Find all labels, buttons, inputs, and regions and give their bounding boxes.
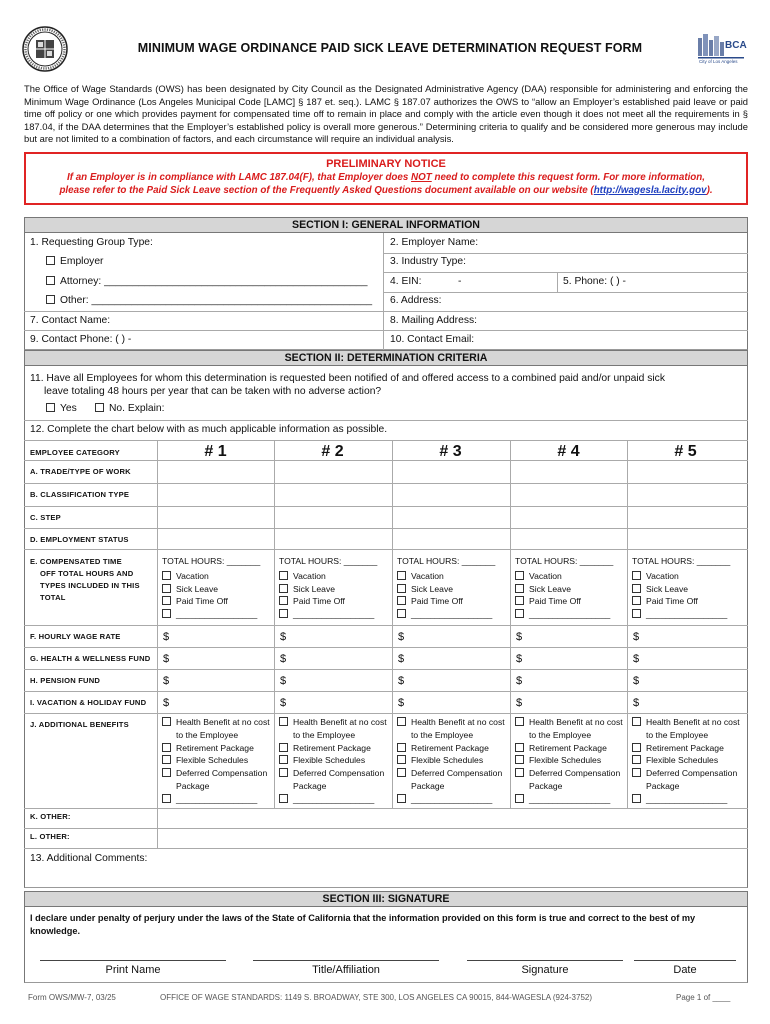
bca-logo-text: BCA xyxy=(725,40,747,51)
q11-text-1: 11. Have all Employees for whom this determination is requested been notified of and offered access to a combined paid and/or unpaid sick xyxy=(30,373,665,384)
q11-no[interactable] xyxy=(95,403,165,414)
pto-option[interactable] xyxy=(515,595,627,608)
total-hours-field[interactable]: TOTAL HOURS: _______ xyxy=(515,556,614,566)
employer-checkbox[interactable] xyxy=(46,256,55,265)
health-benefit-label-2: to the Employee xyxy=(293,729,356,740)
benefits-cell-5 xyxy=(632,716,746,806)
dollar-field-g-5[interactable]: $ xyxy=(633,653,640,665)
perjury-declaration: I declare under penalty of perjury under the laws of the State of California that the information provided on this form is true and correct to the best of my knowledge. xyxy=(30,913,696,936)
health-benefit-checkbox[interactable] xyxy=(632,717,641,726)
flexible-option[interactable] xyxy=(162,754,276,767)
row-label-e-line-3: TYPES INCLUDED IN THIS xyxy=(40,581,140,590)
ein-field[interactable]: 4. EIN: xyxy=(390,276,422,287)
deferred-checkbox[interactable] xyxy=(279,768,288,777)
sick-leave-checkbox[interactable] xyxy=(632,584,641,593)
dollar-field-g-2[interactable]: $ xyxy=(280,653,287,665)
notice-text-3: please refer to the Paid Sick Leave section of the Frequently Asked Questions document available on our website ( xyxy=(59,184,594,196)
benefits-cell-3 xyxy=(397,716,511,806)
deferred-option[interactable] xyxy=(515,767,629,780)
dollar-field-i-1[interactable]: $ xyxy=(163,697,170,709)
deferred-label: Deferred Compensation xyxy=(411,768,503,779)
health-benefit-label: Health Benefit at no cost xyxy=(646,717,740,727)
pto-label: Paid Time Off xyxy=(176,596,228,607)
retirement-checkbox[interactable] xyxy=(632,743,641,752)
pto-checkbox[interactable] xyxy=(632,596,641,605)
vacation-option[interactable] xyxy=(515,570,627,583)
intro-paragraph: The Office of Wage Standards (OWS) has been designated by City Council as the Designated Administrative Agency (DAA) responsible for administering and enforcing the Minimum Wage Ordinance (Los Angeles Municipal Code [LAMC] § 187 et. seq.). LAMC § 187.07 authorizes the OWS to “allow an Employer’s established paid leave or paid time off policy or one which provides payment for compensated time off to remain in place and comply with the article even though it does not meet all the requirements in § 187.04, if the DAA determines that the Employer’s established policy is overall more generous.” Determining criteria to qualify and be considered more generous may include but are not limited to a combination of factors, and each circumstance will require an individual analysis. xyxy=(24,83,748,144)
pto-label: Paid Time Off xyxy=(529,596,581,607)
other-benefit-checkbox[interactable] xyxy=(397,794,406,803)
pto-checkbox[interactable] xyxy=(279,596,288,605)
health-benefit-checkbox[interactable] xyxy=(397,717,406,726)
bca-logo-subtext: City of Los Angeles xyxy=(699,59,738,64)
deferred-checkbox[interactable] xyxy=(632,768,641,777)
comp-time-cell-1 xyxy=(162,555,274,621)
title-affiliation-label: Title/Affiliation xyxy=(312,964,380,976)
deferred-label: Deferred Compensation xyxy=(646,768,738,779)
health-benefit-label: Health Benefit at no cost xyxy=(411,717,505,727)
health-benefit-option[interactable] xyxy=(397,716,511,729)
dollar-field-f-5[interactable]: $ xyxy=(633,631,640,643)
other-type-checkbox[interactable] xyxy=(515,609,524,618)
deferred-label-2: Package xyxy=(293,780,327,791)
print-name-line[interactable] xyxy=(40,960,226,961)
sick-leave-checkbox[interactable] xyxy=(279,584,288,593)
pto-option[interactable] xyxy=(162,595,274,608)
pto-option[interactable] xyxy=(397,595,509,608)
section-1-heading: SECTION I: GENERAL INFORMATION xyxy=(24,217,748,233)
other-type-blank: _________________ xyxy=(176,609,258,620)
dollar-field-i-3[interactable]: $ xyxy=(398,697,405,709)
sick-leave-label: Sick Leave xyxy=(176,583,219,594)
bca-logo xyxy=(696,30,746,68)
sick-leave-checkbox[interactable] xyxy=(515,584,524,593)
page-number: Page 1 of ____ xyxy=(676,993,731,1002)
form-id: Form OWS/MW-7, 03/25 xyxy=(28,993,116,1002)
dollar-field-h-3[interactable]: $ xyxy=(398,675,405,687)
retirement-label: Retirement Package xyxy=(293,742,371,753)
column-header-4: # 4 xyxy=(557,443,580,460)
sick-leave-option[interactable] xyxy=(515,583,627,596)
form-title: MINIMUM WAGE ORDINANCE PAID SICK LEAVE DETERMINATION REQUEST FORM xyxy=(137,41,643,55)
contact-phone-field[interactable]: 9. Contact Phone: ( ) - xyxy=(30,334,132,345)
comp-time-cell-5 xyxy=(632,555,744,621)
signature-label: Signature xyxy=(521,964,569,976)
dollar-field-g-1[interactable]: $ xyxy=(163,653,170,665)
retirement-option[interactable] xyxy=(515,742,629,755)
other-type-blank: _________________ xyxy=(293,609,375,620)
phone-field[interactable]: 5. Phone: ( ) - xyxy=(563,276,626,287)
other-type-checkbox[interactable] xyxy=(162,609,171,618)
office-address: OFFICE OF WAGE STANDARDS: 1149 S. BROADWAY, STE 300, LOS ANGELES CA 90015, 844-WAGESLA (924-3752) xyxy=(160,993,593,1002)
row-label-j: J. ADDITIONAL BENEFITS xyxy=(30,720,129,729)
vacation-option[interactable] xyxy=(162,570,274,583)
title-affiliation-line[interactable] xyxy=(253,960,439,961)
row-label-e-line-2: OFF TOTAL HOURS AND xyxy=(40,569,134,578)
flexible-checkbox[interactable] xyxy=(632,755,641,764)
health-benefit-label: Health Benefit at no cost xyxy=(293,717,387,727)
sick-leave-option[interactable] xyxy=(397,583,509,596)
dollar-field-i-4[interactable]: $ xyxy=(516,697,523,709)
health-benefit-label-2: to the Employee xyxy=(176,729,239,740)
dollar-field-h-5[interactable]: $ xyxy=(633,675,640,687)
retirement-option[interactable] xyxy=(162,742,276,755)
deferred-label: Deferred Compensation xyxy=(176,768,268,779)
row-label-e xyxy=(30,556,140,604)
health-benefit-label: Health Benefit at no cost xyxy=(529,717,623,727)
yes-label: Yes xyxy=(60,403,77,414)
mailing-address-field[interactable]: 8. Mailing Address: xyxy=(390,315,477,326)
vacation-checkbox[interactable] xyxy=(397,571,406,580)
deferred-checkbox[interactable] xyxy=(515,768,524,777)
dollar-field-f-2[interactable]: $ xyxy=(280,631,287,643)
retirement-option[interactable] xyxy=(279,742,393,755)
vacation-checkbox[interactable] xyxy=(279,571,288,580)
vacation-label: Vacation xyxy=(293,570,326,581)
retirement-option[interactable] xyxy=(397,742,511,755)
pto-label: Paid Time Off xyxy=(293,596,345,607)
vacation-checkbox[interactable] xyxy=(162,571,171,580)
health-benefit-label-2: to the Employee xyxy=(646,729,709,740)
flexible-option[interactable] xyxy=(515,754,629,767)
option-other[interactable] xyxy=(46,295,372,306)
retirement-label: Retirement Package xyxy=(176,742,254,753)
row-label-a: A. TRADE/TYPE OF WORK xyxy=(30,467,131,476)
other-type-checkbox[interactable] xyxy=(632,609,641,618)
deferred-checkbox[interactable] xyxy=(162,768,171,777)
retirement-checkbox[interactable] xyxy=(162,743,171,752)
row-label-b: B. CLASSIFICATION TYPE xyxy=(30,490,130,499)
notice-not: NOT xyxy=(411,172,432,183)
option-employer[interactable] xyxy=(46,256,104,267)
sick-leave-option[interactable] xyxy=(632,583,744,596)
option-attorney[interactable] xyxy=(46,276,368,287)
benefits-cell-4 xyxy=(515,716,629,806)
row-label-g: G. HEALTH & WELLNESS FUND xyxy=(30,654,151,663)
other-type-checkbox[interactable] xyxy=(397,609,406,618)
retirement-checkbox[interactable] xyxy=(279,743,288,752)
deferred-label: Deferred Compensation xyxy=(293,768,385,779)
deferred-checkbox[interactable] xyxy=(397,768,406,777)
comp-time-cell-3 xyxy=(397,555,509,621)
section-3-heading: SECTION III: SIGNATURE xyxy=(24,891,748,907)
vacation-option[interactable] xyxy=(632,570,744,583)
yes-checkbox[interactable] xyxy=(46,403,55,412)
flexible-option[interactable] xyxy=(632,754,746,767)
vacation-label: Vacation xyxy=(176,570,209,581)
q12-text: 12. Complete the chart below with as much applicable information as possible. xyxy=(30,424,388,435)
row-label-l: L. OTHER: xyxy=(30,832,70,841)
retirement-label: Retirement Package xyxy=(529,742,607,753)
other-benefit-blank: _________________ xyxy=(646,793,728,804)
deferred-label-2: Package xyxy=(529,780,563,791)
health-benefit-option[interactable] xyxy=(515,716,629,729)
website-link[interactable]: http://wagesla.lacity.gov xyxy=(593,184,707,196)
other-benefit-checkbox[interactable] xyxy=(162,794,171,803)
dollar-field-h-2[interactable]: $ xyxy=(280,675,287,687)
column-header-5: # 5 xyxy=(674,443,697,460)
flexible-checkbox[interactable] xyxy=(515,755,524,764)
signature-line[interactable] xyxy=(467,960,623,961)
vacation-label: Vacation xyxy=(529,570,562,581)
requesting-group-label: 1. Requesting Group Type: xyxy=(30,237,153,248)
deferred-label-2: Package xyxy=(176,780,210,791)
retirement-label: Retirement Package xyxy=(646,742,724,753)
pto-checkbox[interactable] xyxy=(397,596,406,605)
flexible-option[interactable] xyxy=(397,754,511,767)
vacation-option[interactable] xyxy=(279,570,391,583)
deferred-label-2: Package xyxy=(411,780,445,791)
print-name-label: Print Name xyxy=(105,964,161,976)
flexible-checkbox[interactable] xyxy=(279,755,288,764)
vacation-checkbox[interactable] xyxy=(515,571,524,580)
vacation-checkbox[interactable] xyxy=(632,571,641,580)
attorney-checkbox[interactable] xyxy=(46,276,55,285)
other-type-blank: _________________ xyxy=(411,609,493,620)
sick-leave-option[interactable] xyxy=(279,583,391,596)
health-benefit-label-2: to the Employee xyxy=(411,729,474,740)
no-label: No. Explain: xyxy=(109,403,165,414)
notice-text-2: need to complete this request form. For more information, xyxy=(431,172,705,183)
q11-yes[interactable] xyxy=(46,403,77,414)
other-benefit-option[interactable] xyxy=(515,793,629,806)
column-header-1: # 1 xyxy=(204,443,227,460)
health-benefit-option[interactable] xyxy=(162,716,276,729)
row-label-h: H. PENSION FUND xyxy=(30,676,101,685)
other-benefit-option[interactable] xyxy=(397,793,511,806)
column-header-3: # 3 xyxy=(439,443,462,460)
row-label-i: I. VACATION & HOLIDAY FUND xyxy=(30,698,147,707)
other-benefit-option[interactable] xyxy=(279,793,393,806)
no-checkbox[interactable] xyxy=(95,403,104,412)
employee-category-header: EMPLOYEE CATEGORY xyxy=(30,448,120,457)
deferred-option[interactable] xyxy=(397,767,511,780)
deferred-option[interactable] xyxy=(162,767,276,780)
comp-time-cell-4 xyxy=(515,555,627,621)
health-benefit-checkbox[interactable] xyxy=(279,717,288,726)
other-type-option[interactable] xyxy=(397,608,509,621)
pto-option[interactable] xyxy=(632,595,744,608)
sick-leave-label: Sick Leave xyxy=(529,583,572,594)
sick-leave-label: Sick Leave xyxy=(293,583,336,594)
employer-name-field[interactable]: 2. Employer Name: xyxy=(390,237,479,248)
preliminary-notice xyxy=(24,152,748,205)
dollar-field-h-1[interactable]: $ xyxy=(163,675,170,687)
retirement-label: Retirement Package xyxy=(411,742,489,753)
flexible-label: Flexible Schedules xyxy=(529,755,602,766)
other-type-option[interactable] xyxy=(279,608,391,621)
row-label-e-line-4: TOTAL xyxy=(40,593,66,602)
total-hours-field[interactable]: TOTAL HOURS: _______ xyxy=(397,556,496,566)
flexible-option[interactable] xyxy=(279,754,393,767)
other-benefit-checkbox[interactable] xyxy=(279,794,288,803)
sick-leave-checkbox[interactable] xyxy=(162,584,171,593)
sick-leave-label: Sick Leave xyxy=(646,583,689,594)
other-benefit-blank: _________________ xyxy=(529,793,611,804)
health-benefit-label: Health Benefit at no cost xyxy=(176,717,270,727)
other-benefit-checkbox[interactable] xyxy=(515,794,524,803)
dollar-field-f-1[interactable]: $ xyxy=(163,631,170,643)
dollar-field-i-2[interactable]: $ xyxy=(280,697,287,709)
industry-type-field[interactable]: 3. Industry Type: xyxy=(390,256,466,267)
row-label-k: K. OTHER: xyxy=(30,812,71,821)
other-checkbox[interactable] xyxy=(46,295,55,304)
column-header-2: # 2 xyxy=(321,443,344,460)
flexible-label: Flexible Schedules xyxy=(411,755,484,766)
flexible-label: Flexible Schedules xyxy=(293,755,366,766)
other-benefit-blank: _________________ xyxy=(293,793,375,804)
dollar-field-i-5[interactable]: $ xyxy=(633,697,640,709)
health-benefit-option[interactable] xyxy=(279,716,393,729)
other-type-option[interactable] xyxy=(632,608,744,621)
pto-checkbox[interactable] xyxy=(162,596,171,605)
row-label-e-line-1: E. COMPENSATED TIME xyxy=(30,557,122,566)
deferred-label-2: Package xyxy=(646,780,680,791)
row-label-f: F. HOURLY WAGE RATE xyxy=(30,632,121,641)
notice-heading: PRELIMINARY NOTICE xyxy=(326,158,446,170)
other-type-blank: _________________ xyxy=(529,609,611,620)
other-benefit-option[interactable] xyxy=(162,793,276,806)
flexible-checkbox[interactable] xyxy=(162,755,171,764)
deferred-option[interactable] xyxy=(279,767,393,780)
other-benefit-checkbox[interactable] xyxy=(632,794,641,803)
q13-additional-comments[interactable]: 13. Additional Comments: xyxy=(30,853,148,864)
health-benefit-option[interactable] xyxy=(632,716,746,729)
address-field[interactable]: 6. Address: xyxy=(390,295,442,306)
ein-dash: - xyxy=(458,276,462,287)
employer-label: Employer xyxy=(60,256,104,267)
city-seal-logo xyxy=(22,26,68,72)
pto-label: Paid Time Off xyxy=(646,596,698,607)
section-2-heading: SECTION II: DETERMINATION CRITERIA xyxy=(24,350,748,366)
other-type-checkbox[interactable] xyxy=(279,609,288,618)
other-label: Other: _________________________________________________ xyxy=(60,295,373,306)
sick-leave-checkbox[interactable] xyxy=(397,584,406,593)
other-type-blank: _________________ xyxy=(646,609,728,620)
row-label-d: D. EMPLOYMENT STATUS xyxy=(30,535,129,544)
benefits-cell-2 xyxy=(279,716,393,806)
total-hours-field[interactable]: TOTAL HOURS: _______ xyxy=(279,556,378,566)
retirement-checkbox[interactable] xyxy=(515,743,524,752)
other-type-option[interactable] xyxy=(162,608,274,621)
deferred-label: Deferred Compensation xyxy=(529,768,621,779)
vacation-option[interactable] xyxy=(397,570,509,583)
flexible-label: Flexible Schedules xyxy=(176,755,249,766)
other-benefit-blank: _________________ xyxy=(176,793,258,804)
flexible-checkbox[interactable] xyxy=(397,755,406,764)
notice-body xyxy=(26,172,746,197)
dollar-field-g-4[interactable]: $ xyxy=(516,653,523,665)
vacation-label: Vacation xyxy=(646,570,679,581)
q11-text-2: leave totaling 48 hours per year that can be taken with no adverse action? xyxy=(44,386,382,397)
other-benefit-blank: _________________ xyxy=(411,793,493,804)
attorney-label: Attorney: ______________________________________________ xyxy=(60,276,368,287)
vacation-label: Vacation xyxy=(411,570,444,581)
sick-leave-option[interactable] xyxy=(162,583,274,596)
comp-time-cell-2 xyxy=(279,555,391,621)
flexible-label: Flexible Schedules xyxy=(646,755,719,766)
pto-option[interactable] xyxy=(279,595,391,608)
other-benefit-option[interactable] xyxy=(632,793,746,806)
dollar-field-h-4[interactable]: $ xyxy=(516,675,523,687)
other-type-option[interactable] xyxy=(515,608,627,621)
dollar-field-f-4[interactable]: $ xyxy=(516,631,523,643)
total-hours-field[interactable]: TOTAL HOURS: _______ xyxy=(162,556,261,566)
dollar-field-f-3[interactable]: $ xyxy=(398,631,405,643)
health-benefit-checkbox[interactable] xyxy=(515,717,524,726)
date-label: Date xyxy=(673,964,697,976)
retirement-option[interactable] xyxy=(632,742,746,755)
retirement-checkbox[interactable] xyxy=(397,743,406,752)
health-benefit-label-2: to the Employee xyxy=(529,729,592,740)
total-hours-field[interactable]: TOTAL HOURS: _______ xyxy=(632,556,731,566)
deferred-option[interactable] xyxy=(632,767,746,780)
row-label-c: C. STEP xyxy=(30,513,61,522)
contact-email-field[interactable]: 10. Contact Email: xyxy=(390,334,475,345)
pto-label: Paid Time Off xyxy=(411,596,463,607)
dollar-field-g-3[interactable]: $ xyxy=(398,653,405,665)
benefits-cell-1 xyxy=(162,716,276,806)
notice-text-4: ). xyxy=(706,184,713,196)
date-line[interactable] xyxy=(634,960,736,961)
pto-checkbox[interactable] xyxy=(515,596,524,605)
notice-text-1: If an Employer is in compliance with LAMC 187.04(F), that Employer does xyxy=(66,172,412,183)
sick-leave-label: Sick Leave xyxy=(411,583,454,594)
contact-name-field[interactable]: 7. Contact Name: xyxy=(30,315,111,326)
health-benefit-checkbox[interactable] xyxy=(162,717,171,726)
